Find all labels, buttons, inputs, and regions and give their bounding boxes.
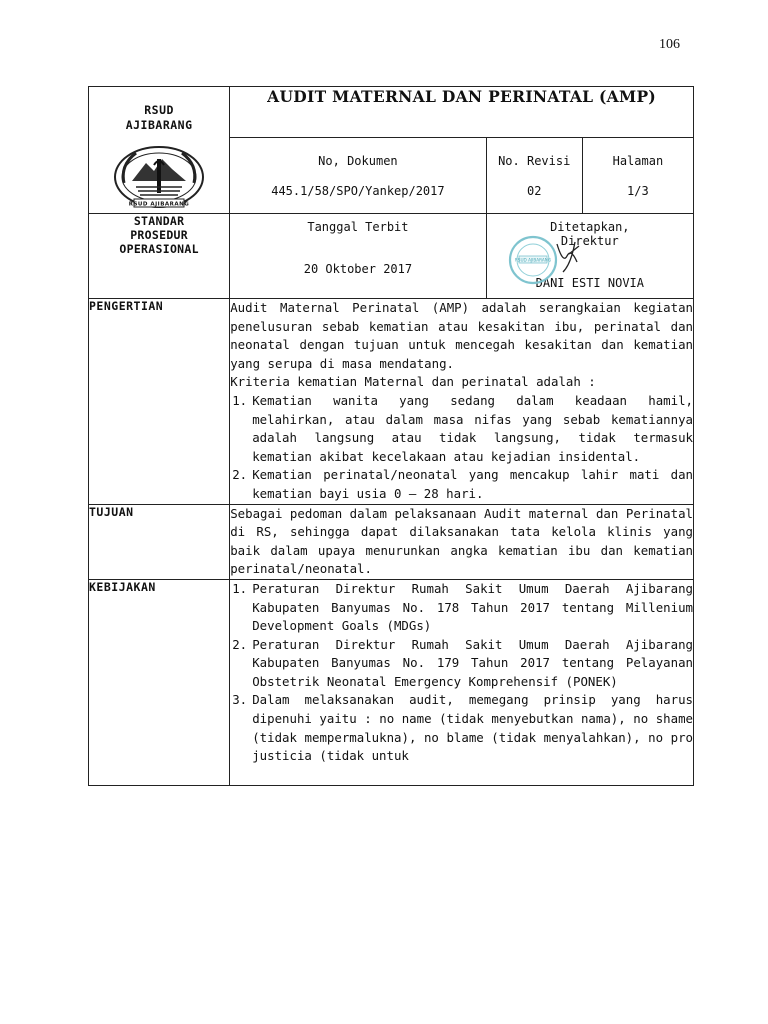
tujuan-paragraph: Sebagai pedoman dalam pelaksanaan Audit maternal dan Perinatal di RS, sehingga dapat dilaksanakan tata kelola klinis yang baik dalam upaya menurunkan angka kematian ibu dan kematian perinatal/neonatal. — [230, 505, 693, 577]
list-item: 1. Kematian wanita yang sedang dalam keadaan hamil, melahirkan, atau dalam masa nifas yang sebab kematiannya adalah langsung atau tidak langsung, tidak termasuk kematian akibat kecelakaan atau kejadian insidental. — [232, 392, 693, 464]
revision-label: No. Revisi — [498, 154, 571, 168]
stamp-text: RSUD AJIBARANG — [514, 257, 551, 263]
sop-label-line-2: PROSEDUR — [130, 228, 188, 242]
issue-date-cell — [230, 214, 486, 299]
logo-ribbon-text: RSUD AJIBARANG — [128, 201, 190, 208]
kebijakan-body — [230, 579, 694, 785]
revision-cell — [486, 138, 582, 214]
issue-date-value: 20 Oktober 2017 — [303, 262, 413, 276]
tujuan-label: TUJUAN — [89, 504, 230, 579]
pengertian-label: PENGERTIAN — [89, 299, 230, 505]
institution-line-1: RSUD — [144, 103, 174, 117]
hospital-logo — [110, 143, 208, 213]
criteria-intro: Kriteria kematian Maternal dan perinatal adalah : — [230, 374, 596, 390]
official-stamp-and-signature — [507, 234, 597, 290]
sop-label-line-3: OPERASIONAL — [119, 242, 199, 256]
page-cell — [582, 138, 693, 214]
criteria-list — [230, 392, 693, 504]
revision-value: 02 — [526, 184, 542, 198]
institution-line-2: AJIBARANG — [125, 118, 193, 132]
list-item: 1. Peraturan Direktur Rumah Sakit Umum Daerah Ajibarang Kabupaten Banyumas No. 178 Tahun 2017 tentang Millenium Development Goals (MDGs) — [232, 580, 693, 634]
policy-list — [230, 580, 693, 766]
page-value: 1/3 — [627, 184, 649, 198]
approved-label-1: Ditetapkan, — [550, 220, 630, 234]
list-item: 2. Kematian perinatal/neonatal yang mencakup lahir mati dan kematian bayi usia 0 – 28 hari. — [232, 467, 693, 501]
list-item: 3. Dalam melaksanakan audit, memegang prinsip yang harus dipenuhi yaitu : no name (tidak menyebutkan nama), no shame (tidak mempermalukna), no blame (tidak menyalahkan), no pro justicia (tidak untuk — [232, 692, 693, 764]
sop-label-line-1: STANDAR — [133, 214, 185, 228]
page-number: 106 — [659, 37, 680, 52]
doc-number-cell — [230, 138, 486, 214]
sop-label-cell — [89, 214, 230, 299]
pengertian-body — [230, 299, 694, 505]
approval-cell — [486, 214, 693, 299]
kebijakan-label: KEBIJAKAN — [89, 579, 230, 785]
approved-label-2: Direktur — [560, 234, 619, 248]
institution-cell — [89, 87, 230, 214]
doc-number-value: 445.1/58/SPO/Yankep/2017 — [271, 184, 445, 198]
document-title: AUDIT MATERNAL DAN PERINATAL (AMP) — [230, 87, 694, 138]
doc-number-label: No, Dokumen — [318, 154, 398, 168]
issue-date-label: Tanggal Terbit — [307, 220, 409, 234]
list-item: 2. Peraturan Direktur Rumah Sakit Umum Daerah Ajibarang Kabupaten Banyumas No. 179 Tahun 2017 tentang Pelayanan Obstetrik Neonatal Emergency Komprehensif (PONEK) — [232, 636, 693, 689]
sop-table — [88, 86, 694, 786]
pengertian-paragraph: Audit Maternal Perinatal (AMP) adalah serangkaian kegiatan penelusuran sebab kematian atau kesakitan ibu, perinatal dan neonatal dengan tujuan untuk mencegah kesakitan dan kematian yang serupa di masa mendatang. — [230, 300, 693, 371]
tujuan-body — [230, 504, 694, 579]
page-label: Halaman — [612, 154, 664, 168]
director-name: DANI ESTI NOVIA — [535, 276, 644, 290]
